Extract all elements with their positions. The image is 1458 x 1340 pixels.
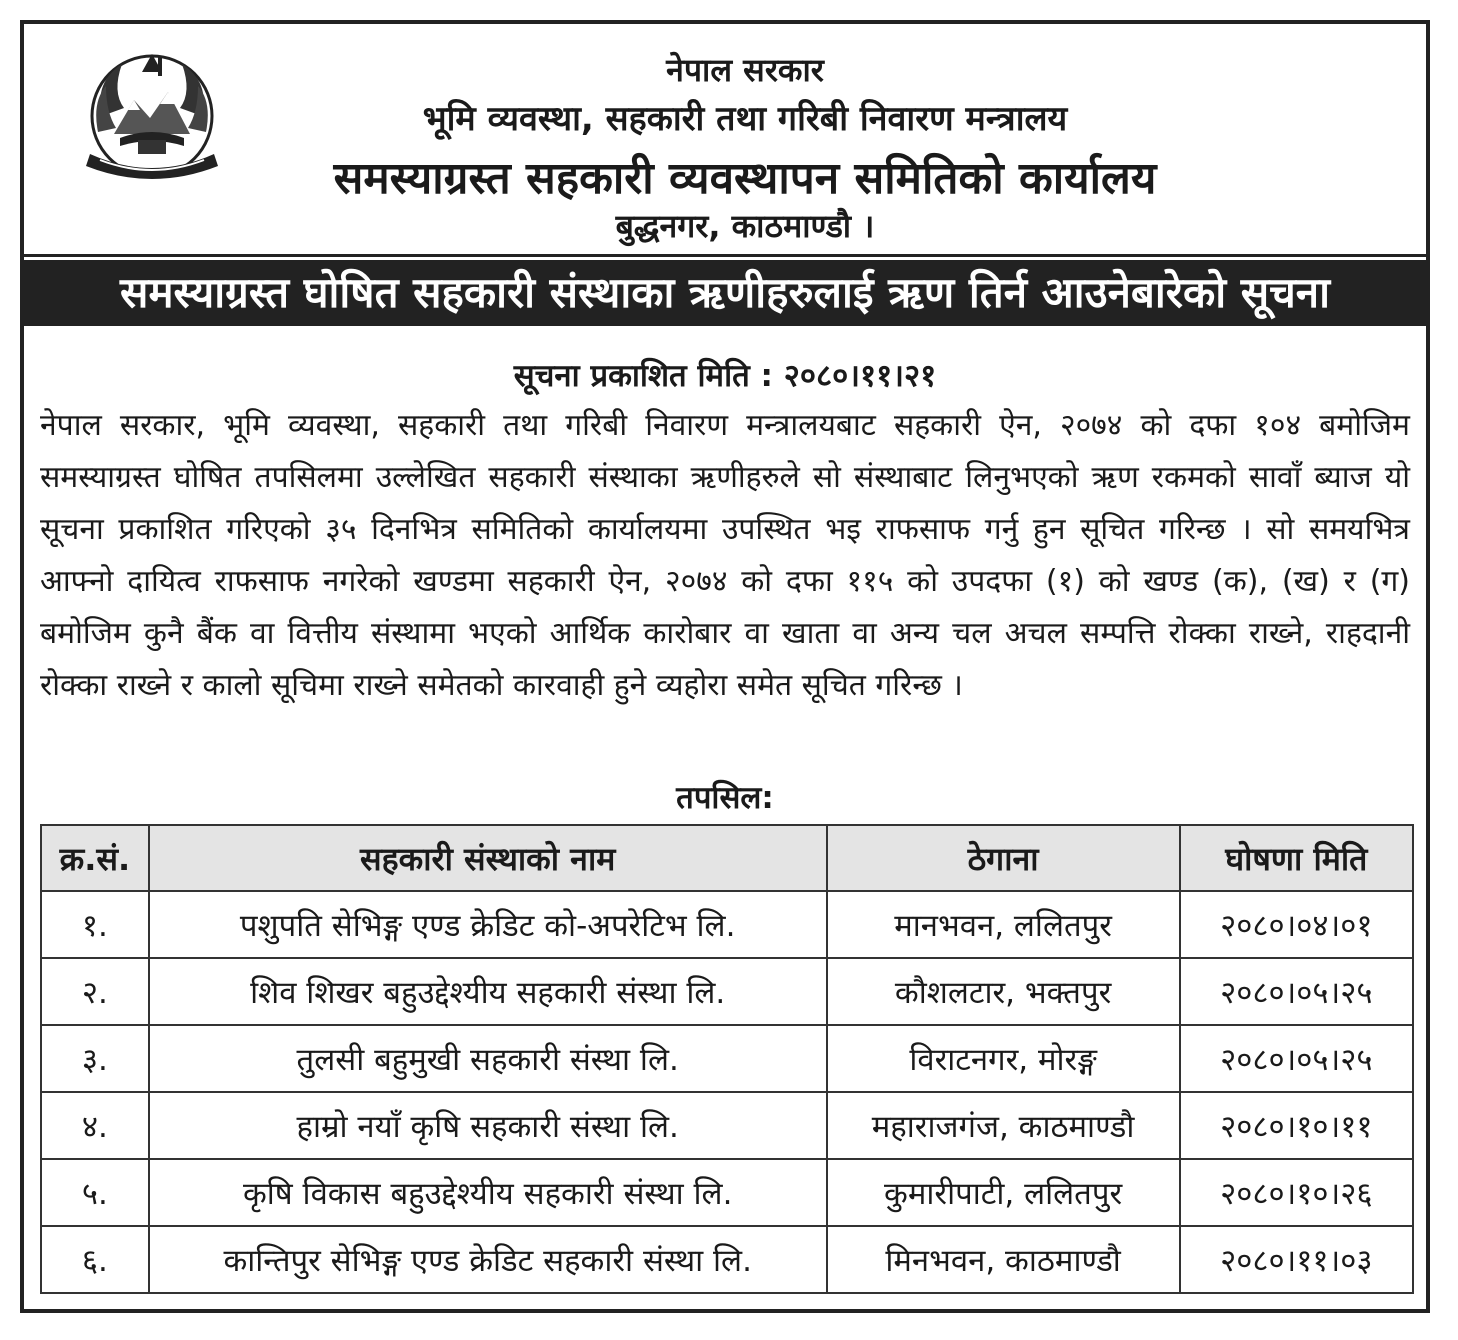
date-cell: २०८०।१०।११ xyxy=(1180,1092,1413,1159)
serial-cell: १. xyxy=(41,891,149,958)
office-address: बुद्धनगर, काठमाण्डौ । xyxy=(615,207,875,245)
address-cell: कौशलटार, भक्तपुर xyxy=(827,958,1180,1025)
date-cell: २०८०।०४।०१ xyxy=(1180,891,1413,958)
table-row xyxy=(41,891,1413,958)
name-cell: कान्तिपुर सेभिङ्ग एण्ड क्रेडिट सहकारी संस्था लि. xyxy=(149,1226,827,1293)
address-cell: मानभवन, ललितपुर xyxy=(827,891,1180,958)
date-cell: २०८०।१०।२६ xyxy=(1180,1159,1413,1226)
notice-title-banner: समस्याग्रस्त घोषित सहकारी संस्थाका ऋणीहरुलाई ऋण तिर्न आउनेबारेको सूचना xyxy=(24,260,1426,326)
header xyxy=(24,24,1426,257)
notice-body: नेपाल सरकार, भूमि व्यवस्था, सहकारी तथा गरिबी निवारण मन्त्रालयबाट सहकारी ऐन, २०७४ को दफा १०४ बमोजिम समस्याग्रस्त घोषित तपसिलमा उल्लेखित सहकारी संस्थाका ऋणीहरुले सो संस्थाबाट लिनुभएको ऋण रकमको सावाँ ब्याज यो सूचना प्रकाशित गरिएको ३५ दिनभित्र समितिको कार्यालयमा उपस्थित भइ राफसाफ गर्नु हुन सूचित गरिन्छ । सो समयभित्र आफ्नो दायित्व राफसाफ नगरेको खण्डमा सहकारी ऐन, २०७४ को दफा ११५ को उपदफा (१) को खण्ड (क), (ख) र (ग) बमोजिम कुनै बैंक वा वित्तीय संस्थामा भएको आर्थिक कारोबार वा खाता वा अन्य चल अचल सम्पत्ति रोक्का राख्ने, राहदानी रोक्का राख्ने र कालो सूचिमा राख्ने समेतको कारवाही हुने व्यहोरा समेत सूचित गरिन्छ । xyxy=(40,408,1410,703)
header-declaration-date: घोषणा मिति xyxy=(1180,825,1413,891)
table-row xyxy=(41,1226,1413,1293)
table-header-row xyxy=(41,825,1413,891)
name-cell: पशुपति सेभिङ्ग एण्ड क्रेडिट को-अपरेटिभ लि. xyxy=(149,891,827,958)
header-cooperative-name: सहकारी संस्थाको नाम xyxy=(149,825,827,891)
ministry-name: भूमि व्यवस्था, सहकारी तथा गरिबी निवारण मन्त्रालय xyxy=(422,99,1068,139)
date-cell: २०८०।०५।२५ xyxy=(1180,1025,1413,1092)
address-cell: महाराजगंज, काठमाण्डौ xyxy=(827,1092,1180,1159)
schedule-label: तपसिल: xyxy=(676,780,774,816)
address-cell: विराटनगर, मोरङ्ग xyxy=(827,1025,1180,1092)
table-row xyxy=(41,1025,1413,1092)
office-name: समस्याग्रस्त सहकारी व्यवस्थापन समितिको कार्यालय xyxy=(333,153,1157,204)
serial-cell: ३. xyxy=(41,1025,149,1092)
name-cell: कृषि विकास बहुउद्देश्यीय सहकारी संस्था लि. xyxy=(149,1159,827,1226)
name-cell: शिव शिखर बहुउद्देश्यीय सहकारी संस्था लि. xyxy=(149,958,827,1025)
address-cell: कुमारीपाटी, ललितपुर xyxy=(827,1159,1180,1226)
name-cell: हाम्रो नयाँ कृषि सहकारी संस्था लि. xyxy=(149,1092,827,1159)
government-name: नेपाल सरकार xyxy=(666,51,824,89)
table-row xyxy=(41,1092,1413,1159)
serial-cell: २. xyxy=(41,958,149,1025)
serial-cell: ५. xyxy=(41,1159,149,1226)
header-address: ठेगाना xyxy=(827,825,1180,891)
table-row xyxy=(41,958,1413,1025)
table-row xyxy=(41,1159,1413,1226)
serial-cell: ६. xyxy=(41,1226,149,1293)
cooperatives-table xyxy=(40,824,1414,1294)
name-cell: तुलसी बहुमुखी सहकारी संस्था लि. xyxy=(149,1025,827,1092)
date-cell: २०८०।११।०३ xyxy=(1180,1226,1413,1293)
published-date: सूचना प्रकाशित मिति : २०८०।११।२१ xyxy=(513,358,937,394)
date-cell: २०८०।०५।२५ xyxy=(1180,958,1413,1025)
notice-frame xyxy=(20,20,1430,1313)
address-cell: मिनभवन, काठमाण्डौ xyxy=(827,1226,1180,1293)
serial-cell: ४. xyxy=(41,1092,149,1159)
header-serial: क्र.सं. xyxy=(41,825,149,891)
